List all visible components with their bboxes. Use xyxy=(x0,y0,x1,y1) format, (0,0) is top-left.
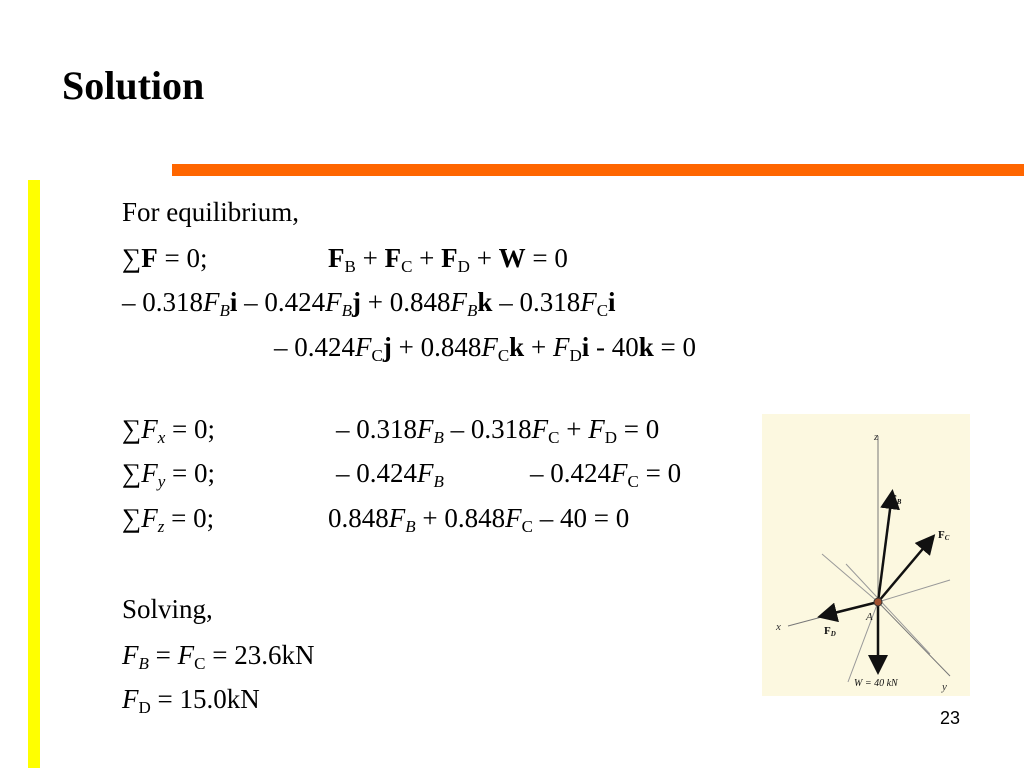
expanded-equation-line-1: – $0.318F_Bi - 0.424F_Bj + 0.848F_Bk - 0.318F_Ci$ xyxy=(122,287,616,320)
support-line-4 xyxy=(848,602,878,682)
slide-title: Solution xyxy=(62,63,205,108)
sum-fz-equation: $\sum F_z = 0$; $0.848F_B + 0.848F_C - 40 = 0$ xyxy=(122,503,630,536)
fb-label: FB xyxy=(890,493,902,506)
expanded-equation-line-2: – $0.424F_Cj + 0.848F_Ck + F_Di - 40k = 0$ xyxy=(274,332,696,365)
x-axis-label: x xyxy=(776,621,781,633)
z-axis-label: z xyxy=(874,431,879,443)
orange-divider-rule xyxy=(172,164,1024,176)
support-line-2 xyxy=(822,554,878,602)
intro-text: For equilibrium, xyxy=(122,197,299,227)
page-number: 23 xyxy=(940,708,961,728)
result-fb-fc: $F_B = F_C = 23.6kN$ xyxy=(122,640,315,673)
solving-text: Solving, xyxy=(122,594,213,624)
force-fb-arrow xyxy=(878,494,892,602)
force-diagram-svg xyxy=(762,414,970,696)
vector-equilibrium-equation: ∑F = 0; $F_B + F_C + F_D + W = 0$ xyxy=(122,243,568,276)
result-fd: $F_D = 15.0kN$ xyxy=(122,684,260,717)
support-line-1 xyxy=(846,564,930,654)
weight-label: W = 40 kN xyxy=(854,678,898,689)
vector-sum: $F_B + F_C + F_D + W = 0$ xyxy=(328,243,568,276)
sum-fx-equation: $\sum F_x = 0$; – $0.318F_B - 0.318F_C + F_D = 0$ xyxy=(122,414,660,447)
sum-symbol: ∑ xyxy=(122,243,142,273)
y-axis-line xyxy=(878,602,950,676)
sum-fy-equation: $\sum F_y = 0$; – $0.424F_B$ – $0.424F_C = 0$ xyxy=(122,458,682,491)
fc-label: FC xyxy=(938,529,950,542)
force-diagram-figure xyxy=(762,414,970,696)
point-a-joint xyxy=(874,598,882,606)
yellow-side-bar xyxy=(28,180,40,768)
point-a-label: A xyxy=(866,611,873,623)
y-axis-label: y xyxy=(942,681,947,693)
fd-label: FD xyxy=(824,625,836,638)
